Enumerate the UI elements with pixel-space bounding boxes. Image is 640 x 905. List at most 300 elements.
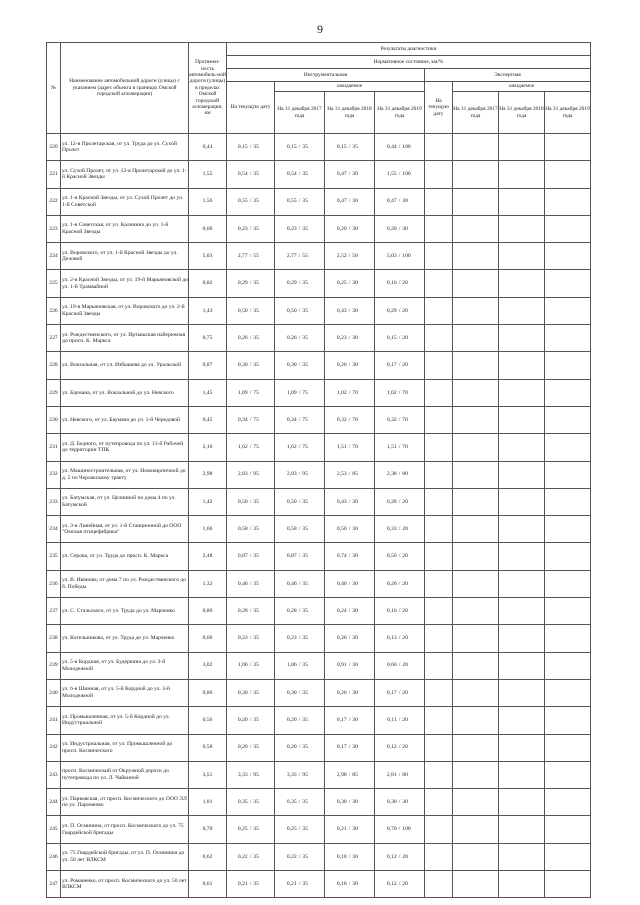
separator: / bbox=[398, 225, 401, 232]
value-km: 0,47 bbox=[386, 198, 397, 205]
cell-expert-2018 bbox=[499, 352, 545, 379]
cell-2019 bbox=[375, 352, 425, 379]
value-km: 0,34 bbox=[237, 416, 248, 423]
cell-expert-2017 bbox=[453, 215, 499, 242]
cell-current bbox=[227, 352, 275, 379]
separator: / bbox=[348, 334, 351, 341]
road-name: ул. Баумана, от ул. Вокзальной до ул. Невского bbox=[61, 379, 189, 406]
table-row bbox=[47, 598, 591, 625]
value-km: 0,54 bbox=[237, 171, 248, 178]
cell-expert-current bbox=[425, 652, 453, 679]
cell-expert-current bbox=[425, 734, 453, 761]
value-percent: 85 bbox=[352, 471, 358, 478]
value-percent: 30 bbox=[352, 580, 358, 587]
cell-2018 bbox=[325, 488, 375, 515]
cell-expert-current bbox=[425, 325, 453, 352]
cell-2019 bbox=[375, 570, 425, 597]
value-km: 0,23 bbox=[237, 635, 248, 642]
cell-2019 bbox=[375, 134, 425, 161]
road-length: 0,62 bbox=[189, 843, 227, 870]
cell-2017 bbox=[275, 761, 325, 788]
road-length: 1,01 bbox=[189, 789, 227, 816]
value-km: 0,50 bbox=[386, 553, 397, 560]
cell-expert-2018 bbox=[499, 707, 545, 734]
value-percent: 35 bbox=[302, 362, 308, 369]
cell-2017 bbox=[275, 707, 325, 734]
road-name: ул. В. Иванова, от дома 7 по ул. Рождественского до б. Победы bbox=[61, 570, 189, 597]
cell-current bbox=[227, 379, 275, 406]
table-row bbox=[47, 325, 591, 352]
separator: / bbox=[398, 744, 401, 751]
value-percent: 50 bbox=[352, 253, 358, 260]
cell-expert-2018 bbox=[499, 598, 545, 625]
cell-2017 bbox=[275, 679, 325, 706]
cell-current bbox=[227, 570, 275, 597]
cell-expert-2017 bbox=[453, 543, 499, 570]
cell-current bbox=[227, 707, 275, 734]
cell-expert-2018 bbox=[499, 816, 545, 843]
cell-2018 bbox=[325, 379, 375, 406]
table-row bbox=[47, 843, 591, 870]
value-km: 0,21 bbox=[237, 880, 248, 887]
cell-expert-current bbox=[425, 406, 453, 433]
table-row bbox=[47, 652, 591, 679]
value-km: 0,15 bbox=[386, 334, 397, 341]
value-km: 0,30 bbox=[237, 362, 248, 369]
value-percent: 30 bbox=[352, 744, 358, 751]
cell-current bbox=[227, 816, 275, 843]
value-km: 0,32 bbox=[336, 416, 347, 423]
value-km: 0,43 bbox=[336, 307, 347, 314]
road-length: 1,66 bbox=[189, 516, 227, 543]
value-percent: 55 bbox=[253, 253, 259, 260]
separator: / bbox=[398, 143, 401, 150]
cell-expert-2017 bbox=[453, 488, 499, 515]
cell-expert-current bbox=[425, 789, 453, 816]
value-km: 2,38 bbox=[386, 471, 397, 478]
road-length: 1,55 bbox=[189, 161, 227, 188]
cell-2018 bbox=[325, 679, 375, 706]
road-name: ул. 1-я Советская, от ул. Калинина до ул. 1-й Красной Звезды bbox=[61, 215, 189, 242]
value-km: 0,22 bbox=[237, 853, 248, 860]
value-percent: 35 bbox=[253, 526, 259, 532]
value-percent: 20 bbox=[402, 662, 408, 669]
row-number: 231 bbox=[47, 434, 61, 461]
cell-expert-current bbox=[425, 543, 453, 570]
road-name: ул. Сухой Пролет, от ул. 12-я Пролетарской до ул. 1-й Красной Звезды bbox=[61, 161, 189, 188]
value-km: 0,15 bbox=[336, 143, 347, 150]
separator: / bbox=[249, 498, 252, 505]
separator: / bbox=[398, 771, 401, 778]
cell-expert-2019 bbox=[545, 352, 591, 379]
cell-expert-2019 bbox=[545, 270, 591, 297]
cell-expert-2017 bbox=[453, 406, 499, 433]
cell-expert-2017 bbox=[453, 434, 499, 461]
table-row bbox=[47, 379, 591, 406]
header-expert-current: На текущую дату bbox=[425, 82, 453, 134]
separator: / bbox=[348, 171, 351, 178]
cell-current bbox=[227, 325, 275, 352]
road-name: ул. П. Осминина, от просп. Космического до ул. 75 Гвардейской бригады bbox=[61, 816, 189, 843]
separator: / bbox=[298, 280, 301, 287]
cell-2017 bbox=[275, 134, 325, 161]
value-percent: 35 bbox=[253, 307, 259, 314]
value-km: 0,29 bbox=[237, 280, 248, 287]
table-row bbox=[47, 270, 591, 297]
row-number: 243 bbox=[47, 761, 61, 788]
separator: / bbox=[398, 334, 401, 341]
cell-expert-2019 bbox=[545, 215, 591, 242]
cell-expert-current bbox=[425, 352, 453, 379]
cell-current bbox=[227, 652, 275, 679]
value-percent: 35 bbox=[302, 717, 308, 724]
table-row bbox=[47, 734, 591, 761]
separator: / bbox=[348, 444, 351, 451]
separator: / bbox=[348, 526, 351, 532]
value-km: 0,23 bbox=[336, 334, 347, 341]
value-percent: 30 bbox=[352, 307, 358, 314]
value-percent: 100 bbox=[402, 826, 411, 833]
separator: / bbox=[298, 526, 301, 532]
cell-2017 bbox=[275, 625, 325, 652]
value-percent: 35 bbox=[302, 280, 308, 287]
separator: / bbox=[249, 143, 252, 150]
value-km: 0,50 bbox=[237, 498, 248, 505]
road-length: 0,58 bbox=[189, 734, 227, 761]
cell-expert-current bbox=[425, 297, 453, 324]
cell-expert-2017 bbox=[453, 871, 499, 898]
value-km: 2,81 bbox=[386, 771, 397, 778]
cell-expert-2019 bbox=[545, 761, 591, 788]
value-percent: 30 bbox=[352, 798, 358, 805]
cell-2018 bbox=[325, 707, 375, 734]
value-percent: 35 bbox=[302, 744, 308, 751]
cell-expert-2017 bbox=[453, 679, 499, 706]
separator: / bbox=[398, 444, 401, 451]
separator: / bbox=[348, 253, 351, 260]
separator: / bbox=[348, 225, 351, 232]
cell-2019 bbox=[375, 789, 425, 816]
value-percent: 35 bbox=[253, 334, 259, 341]
cell-2019 bbox=[375, 188, 425, 215]
value-percent: 100 bbox=[402, 171, 411, 178]
separator: / bbox=[398, 471, 401, 478]
cell-expert-current bbox=[425, 243, 453, 270]
separator: / bbox=[348, 744, 351, 751]
separator: / bbox=[249, 416, 252, 423]
table-row bbox=[47, 352, 591, 379]
cell-expert-2018 bbox=[499, 461, 545, 488]
separator: / bbox=[298, 607, 301, 614]
value-percent: 30 bbox=[352, 498, 358, 505]
separator: / bbox=[348, 471, 351, 478]
separator: / bbox=[249, 662, 252, 669]
value-percent: 35 bbox=[253, 198, 259, 205]
separator: / bbox=[249, 635, 252, 642]
cell-2019 bbox=[375, 516, 425, 543]
cell-2018 bbox=[325, 270, 375, 297]
separator: / bbox=[398, 171, 401, 178]
road-name: ул. Промышленная, от ул. 5-й Кордной до ул. Индустриальной bbox=[61, 707, 189, 734]
row-number: 225 bbox=[47, 270, 61, 297]
value-km: 0,21 bbox=[336, 826, 347, 833]
cell-2019 bbox=[375, 761, 425, 788]
value-km: 0,18 bbox=[336, 853, 347, 860]
value-percent: 30 bbox=[352, 853, 358, 860]
value-percent: 75 bbox=[302, 389, 308, 396]
value-percent: 75 bbox=[253, 389, 259, 396]
value-km: 0,30 bbox=[286, 689, 297, 696]
cell-current bbox=[227, 488, 275, 515]
cell-expert-2019 bbox=[545, 871, 591, 898]
cell-expert-2017 bbox=[453, 843, 499, 870]
value-percent: 70 bbox=[402, 416, 408, 423]
cell-current bbox=[227, 543, 275, 570]
cell-expert-2018 bbox=[499, 570, 545, 597]
header-expert-2017: На 31 декабря 2017 года bbox=[453, 92, 499, 134]
value-km: 0,21 bbox=[286, 880, 297, 887]
separator: / bbox=[249, 826, 252, 833]
value-km: 0,50 bbox=[286, 498, 297, 505]
cell-2019 bbox=[375, 734, 425, 761]
separator: / bbox=[348, 307, 351, 314]
cell-2018 bbox=[325, 789, 375, 816]
cell-2017 bbox=[275, 598, 325, 625]
value-percent: 100 bbox=[402, 253, 411, 260]
separator: / bbox=[398, 607, 401, 614]
table-row bbox=[47, 297, 591, 324]
row-number: 223 bbox=[47, 215, 61, 242]
value-percent: 20 bbox=[402, 880, 408, 887]
value-percent: 30 bbox=[352, 198, 358, 205]
row-number: 232 bbox=[47, 461, 61, 488]
header-2018: На 31 декабря 2018 года bbox=[325, 92, 375, 134]
road-name: просп. Космический от Окружной дороги до путепровода по ул. Л. Чайкиной bbox=[61, 761, 189, 788]
cell-expert-2018 bbox=[499, 734, 545, 761]
cell-expert-2019 bbox=[545, 461, 591, 488]
value-percent: 35 bbox=[302, 171, 308, 178]
value-km: 0,26 bbox=[237, 334, 248, 341]
road-name: ул. Воровского, от ул. 1-й Красной Звезды до ул. Деловой bbox=[61, 243, 189, 270]
separator: / bbox=[398, 416, 401, 423]
value-percent: 35 bbox=[253, 635, 259, 642]
value-percent: 35 bbox=[302, 607, 308, 614]
value-percent: 35 bbox=[253, 580, 259, 587]
table-row bbox=[47, 625, 591, 652]
table-row bbox=[47, 570, 591, 597]
value-km: 1,02 bbox=[336, 389, 347, 396]
value-percent: 35 bbox=[253, 826, 259, 833]
cell-expert-2018 bbox=[499, 789, 545, 816]
cell-2017 bbox=[275, 516, 325, 543]
cell-expert-2019 bbox=[545, 816, 591, 843]
value-percent: 35 bbox=[302, 580, 308, 587]
cell-2018 bbox=[325, 570, 375, 597]
value-percent: 80 bbox=[402, 471, 408, 478]
table-row bbox=[47, 188, 591, 215]
separator: / bbox=[398, 662, 401, 669]
cell-current bbox=[227, 625, 275, 652]
value-percent: 35 bbox=[253, 717, 259, 724]
cell-expert-current bbox=[425, 707, 453, 734]
value-km: 1,02 bbox=[386, 389, 397, 396]
value-km: 2,53 bbox=[336, 471, 347, 478]
value-km: 0,26 bbox=[336, 362, 347, 369]
road-length: 1,45 bbox=[189, 379, 227, 406]
cell-2019 bbox=[375, 679, 425, 706]
cell-expert-current bbox=[425, 516, 453, 543]
road-name: ул. Романенко, от просп. Космического до ул. 50 лет ВЛКСМ bbox=[61, 871, 189, 898]
value-percent: 20 bbox=[402, 553, 408, 560]
diagnostics-table bbox=[46, 42, 591, 898]
header-2019: На 31 декабря 2019 года bbox=[375, 92, 425, 134]
value-percent: 30 bbox=[352, 280, 358, 287]
value-km: 0,29 bbox=[286, 280, 297, 287]
value-percent: 35 bbox=[302, 689, 308, 696]
separator: / bbox=[249, 553, 252, 560]
value-percent: 30 bbox=[352, 607, 358, 614]
cell-2017 bbox=[275, 406, 325, 433]
value-percent: 30 bbox=[352, 717, 358, 724]
cell-expert-2018 bbox=[499, 243, 545, 270]
cell-expert-2017 bbox=[453, 516, 499, 543]
value-km: 1,09 bbox=[286, 389, 297, 396]
value-km: 0,33 bbox=[386, 526, 397, 532]
separator: / bbox=[298, 662, 301, 669]
value-percent: 20 bbox=[402, 744, 408, 751]
value-km: 0,11 bbox=[387, 717, 397, 724]
value-percent: 35 bbox=[253, 143, 259, 150]
value-km: 0,70 bbox=[386, 826, 397, 833]
value-km: 0,58 bbox=[237, 526, 248, 532]
road-name: ул. Котельникова, от ул. Труда до ул. Марченко bbox=[61, 625, 189, 652]
value-km: 0,47 bbox=[336, 198, 347, 205]
cell-expert-current bbox=[425, 761, 453, 788]
row-number: 221 bbox=[47, 161, 61, 188]
cell-2018 bbox=[325, 543, 375, 570]
cell-2019 bbox=[375, 270, 425, 297]
value-percent: 100 bbox=[402, 143, 411, 150]
cell-current bbox=[227, 679, 275, 706]
cell-current bbox=[227, 516, 275, 543]
value-km: 0,30 bbox=[237, 689, 248, 696]
value-percent: 35 bbox=[253, 689, 259, 696]
value-km: 0,50 bbox=[286, 307, 297, 314]
separator: / bbox=[249, 471, 252, 478]
cell-expert-2019 bbox=[545, 652, 591, 679]
separator: / bbox=[298, 362, 301, 369]
cell-2017 bbox=[275, 352, 325, 379]
separator: / bbox=[298, 171, 301, 178]
cell-expert-current bbox=[425, 598, 453, 625]
road-length: 2,98 bbox=[189, 461, 227, 488]
cell-expert-current bbox=[425, 134, 453, 161]
header-current-date: На текущую дату bbox=[227, 82, 275, 134]
separator: / bbox=[298, 307, 301, 314]
cell-2017 bbox=[275, 570, 325, 597]
value-percent: 20 bbox=[402, 635, 408, 642]
value-km: 0,28 bbox=[386, 498, 397, 505]
value-percent: 30 bbox=[352, 689, 358, 696]
value-percent: 20 bbox=[402, 526, 408, 532]
separator: / bbox=[348, 662, 351, 669]
table-row bbox=[47, 789, 591, 816]
value-percent: 35 bbox=[253, 798, 259, 805]
row-number: 224 bbox=[47, 243, 61, 270]
value-percent: 70 bbox=[402, 389, 408, 396]
separator: / bbox=[398, 826, 401, 833]
separator: / bbox=[298, 635, 301, 642]
cell-expert-current bbox=[425, 270, 453, 297]
table-row bbox=[47, 488, 591, 515]
separator: / bbox=[398, 280, 401, 287]
cell-expert-2018 bbox=[499, 843, 545, 870]
row-number: 245 bbox=[47, 816, 61, 843]
cell-2019 bbox=[375, 843, 425, 870]
value-km: 5,03 bbox=[386, 253, 397, 260]
value-percent: 20 bbox=[402, 334, 408, 341]
row-number: 229 bbox=[47, 379, 61, 406]
cell-expert-2017 bbox=[453, 761, 499, 788]
separator: / bbox=[298, 389, 301, 396]
cell-2018 bbox=[325, 816, 375, 843]
value-km: 0,74 bbox=[336, 553, 347, 560]
separator: / bbox=[249, 526, 252, 532]
cell-2018 bbox=[325, 297, 375, 324]
cell-expert-2019 bbox=[545, 734, 591, 761]
road-name: ул. 3-я Линейная, от ул. 1-й Станционной до ООО "Омская птицефабрика" bbox=[61, 516, 189, 543]
cell-expert-2018 bbox=[499, 761, 545, 788]
cell-2018 bbox=[325, 761, 375, 788]
road-name: ул. 19-я Марьяновская, от ул. Воровского до ул. 2-й Красной Звезды bbox=[61, 297, 189, 324]
road-name: ул. Серова, от ул. Труда до просп. К. Маркса bbox=[61, 543, 189, 570]
cell-2017 bbox=[275, 161, 325, 188]
separator: / bbox=[298, 744, 301, 751]
value-km: 1,09 bbox=[237, 389, 248, 396]
separator: / bbox=[298, 416, 301, 423]
value-percent: 75 bbox=[253, 416, 259, 423]
cell-2019 bbox=[375, 598, 425, 625]
cell-2017 bbox=[275, 325, 325, 352]
separator: / bbox=[298, 143, 301, 150]
road-name: ул. Батумская, от ул. Целинной по дома 4 по ул. Батумской bbox=[61, 488, 189, 515]
separator: / bbox=[398, 880, 401, 887]
value-km: 0,28 bbox=[237, 607, 248, 614]
row-number: 241 bbox=[47, 707, 61, 734]
cell-expert-2019 bbox=[545, 243, 591, 270]
cell-2018 bbox=[325, 516, 375, 543]
separator: / bbox=[249, 689, 252, 696]
separator: / bbox=[249, 771, 252, 778]
value-percent: 95 bbox=[253, 771, 259, 778]
value-km: 1,51 bbox=[386, 444, 397, 451]
separator: / bbox=[298, 717, 301, 724]
cell-expert-2018 bbox=[499, 679, 545, 706]
cell-expert-2019 bbox=[545, 707, 591, 734]
cell-expert-2018 bbox=[499, 379, 545, 406]
value-km: 0,87 bbox=[286, 553, 297, 560]
header-2017: На 31 декабря 2017 года bbox=[275, 92, 325, 134]
cell-2019 bbox=[375, 379, 425, 406]
cell-2018 bbox=[325, 352, 375, 379]
table-header bbox=[47, 43, 591, 134]
separator: / bbox=[348, 143, 351, 150]
value-km: 0,26 bbox=[286, 334, 297, 341]
cell-2017 bbox=[275, 789, 325, 816]
value-km: 0,47 bbox=[336, 171, 347, 178]
separator: / bbox=[298, 689, 301, 696]
cell-expert-2019 bbox=[545, 434, 591, 461]
